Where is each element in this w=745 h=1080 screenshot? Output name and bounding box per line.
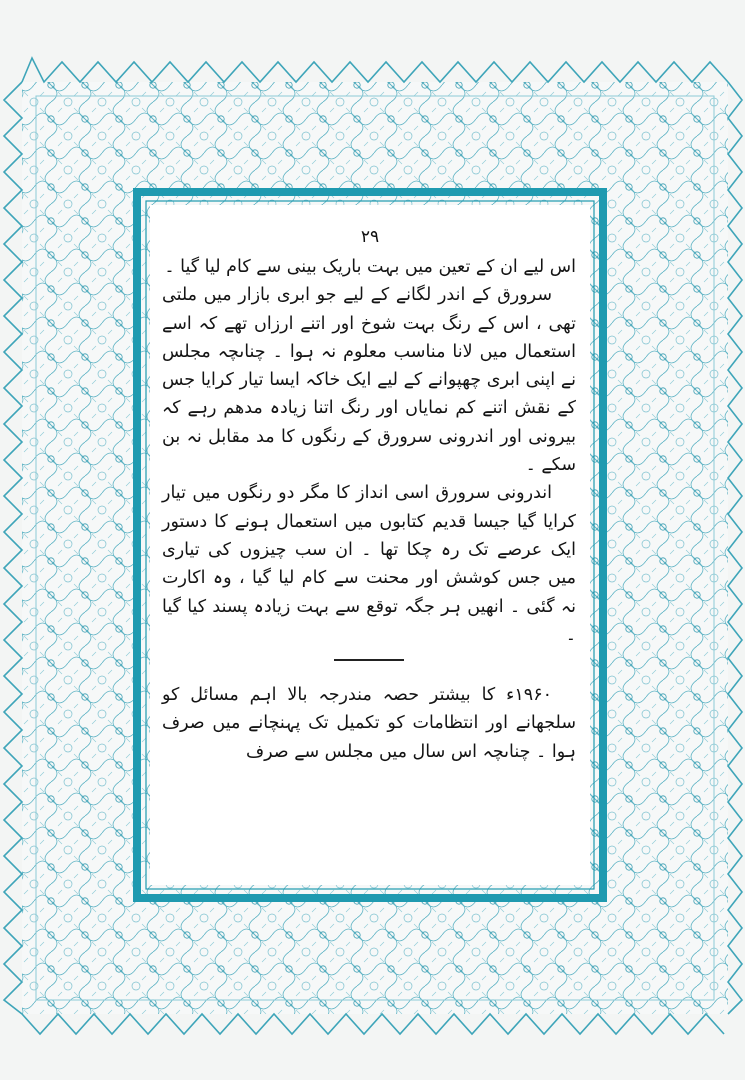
text-panel <box>150 205 590 885</box>
paragraph: سرورق کے اندر لگانے کے لیے جو ابری بازار میں ملتی تھی ، اس کے رنگ بہت شوخ اور اتنے ارزاں تھے کہ اسے استعمال میں لانا مناسب معلوم نہ ہوا ۔ چناںچہ مجلس نے اپنی ابری چھپوانے کے لیے ایک خاکہ ایسا تیار کرایا جس کے نقش اتنے کم نمایاں اور رنگ اتنا زیادہ مدھم رہے کہ بیرونی اور اندرونی سرورق کے رنگوں کا مد مقابل نہ بن سکے ۔ <box>162 285 576 476</box>
paragraph: اندرونی سرورق اسی انداز کا مگر دو رنگوں میں تیار کرایا گیا جیسا قدیم کتابوں میں استعمال ہونے کا دستور ایک عرصے تک رہ چکا تھا ۔ ان سب چیزوں کی تیاری میں جس کوشش اور محنت سے کام لیا گیا ، وہ اکارت نہ گئی ۔ انھیں ہر جگہ توقع سے بہت زیادہ پسند کیا گیا ۔ <box>162 483 576 645</box>
body-text <box>162 253 576 766</box>
section-divider <box>334 659 404 661</box>
paragraph: ۱۹۶۰ء کا بیشتر حصہ مندرجہ بالا اہم مسائل کو سلجھانے اور انتظامات کو تکمیل تک پہنچانے میں صرف ہوا ۔ چناںچہ اس سال میں مجلس سے صرف <box>162 685 576 762</box>
page-number: ۲۹ <box>360 227 380 247</box>
paragraph: اس لیے ان کے تعین میں بہت باریک بینی سے کام لیا گیا ۔ <box>164 257 576 277</box>
